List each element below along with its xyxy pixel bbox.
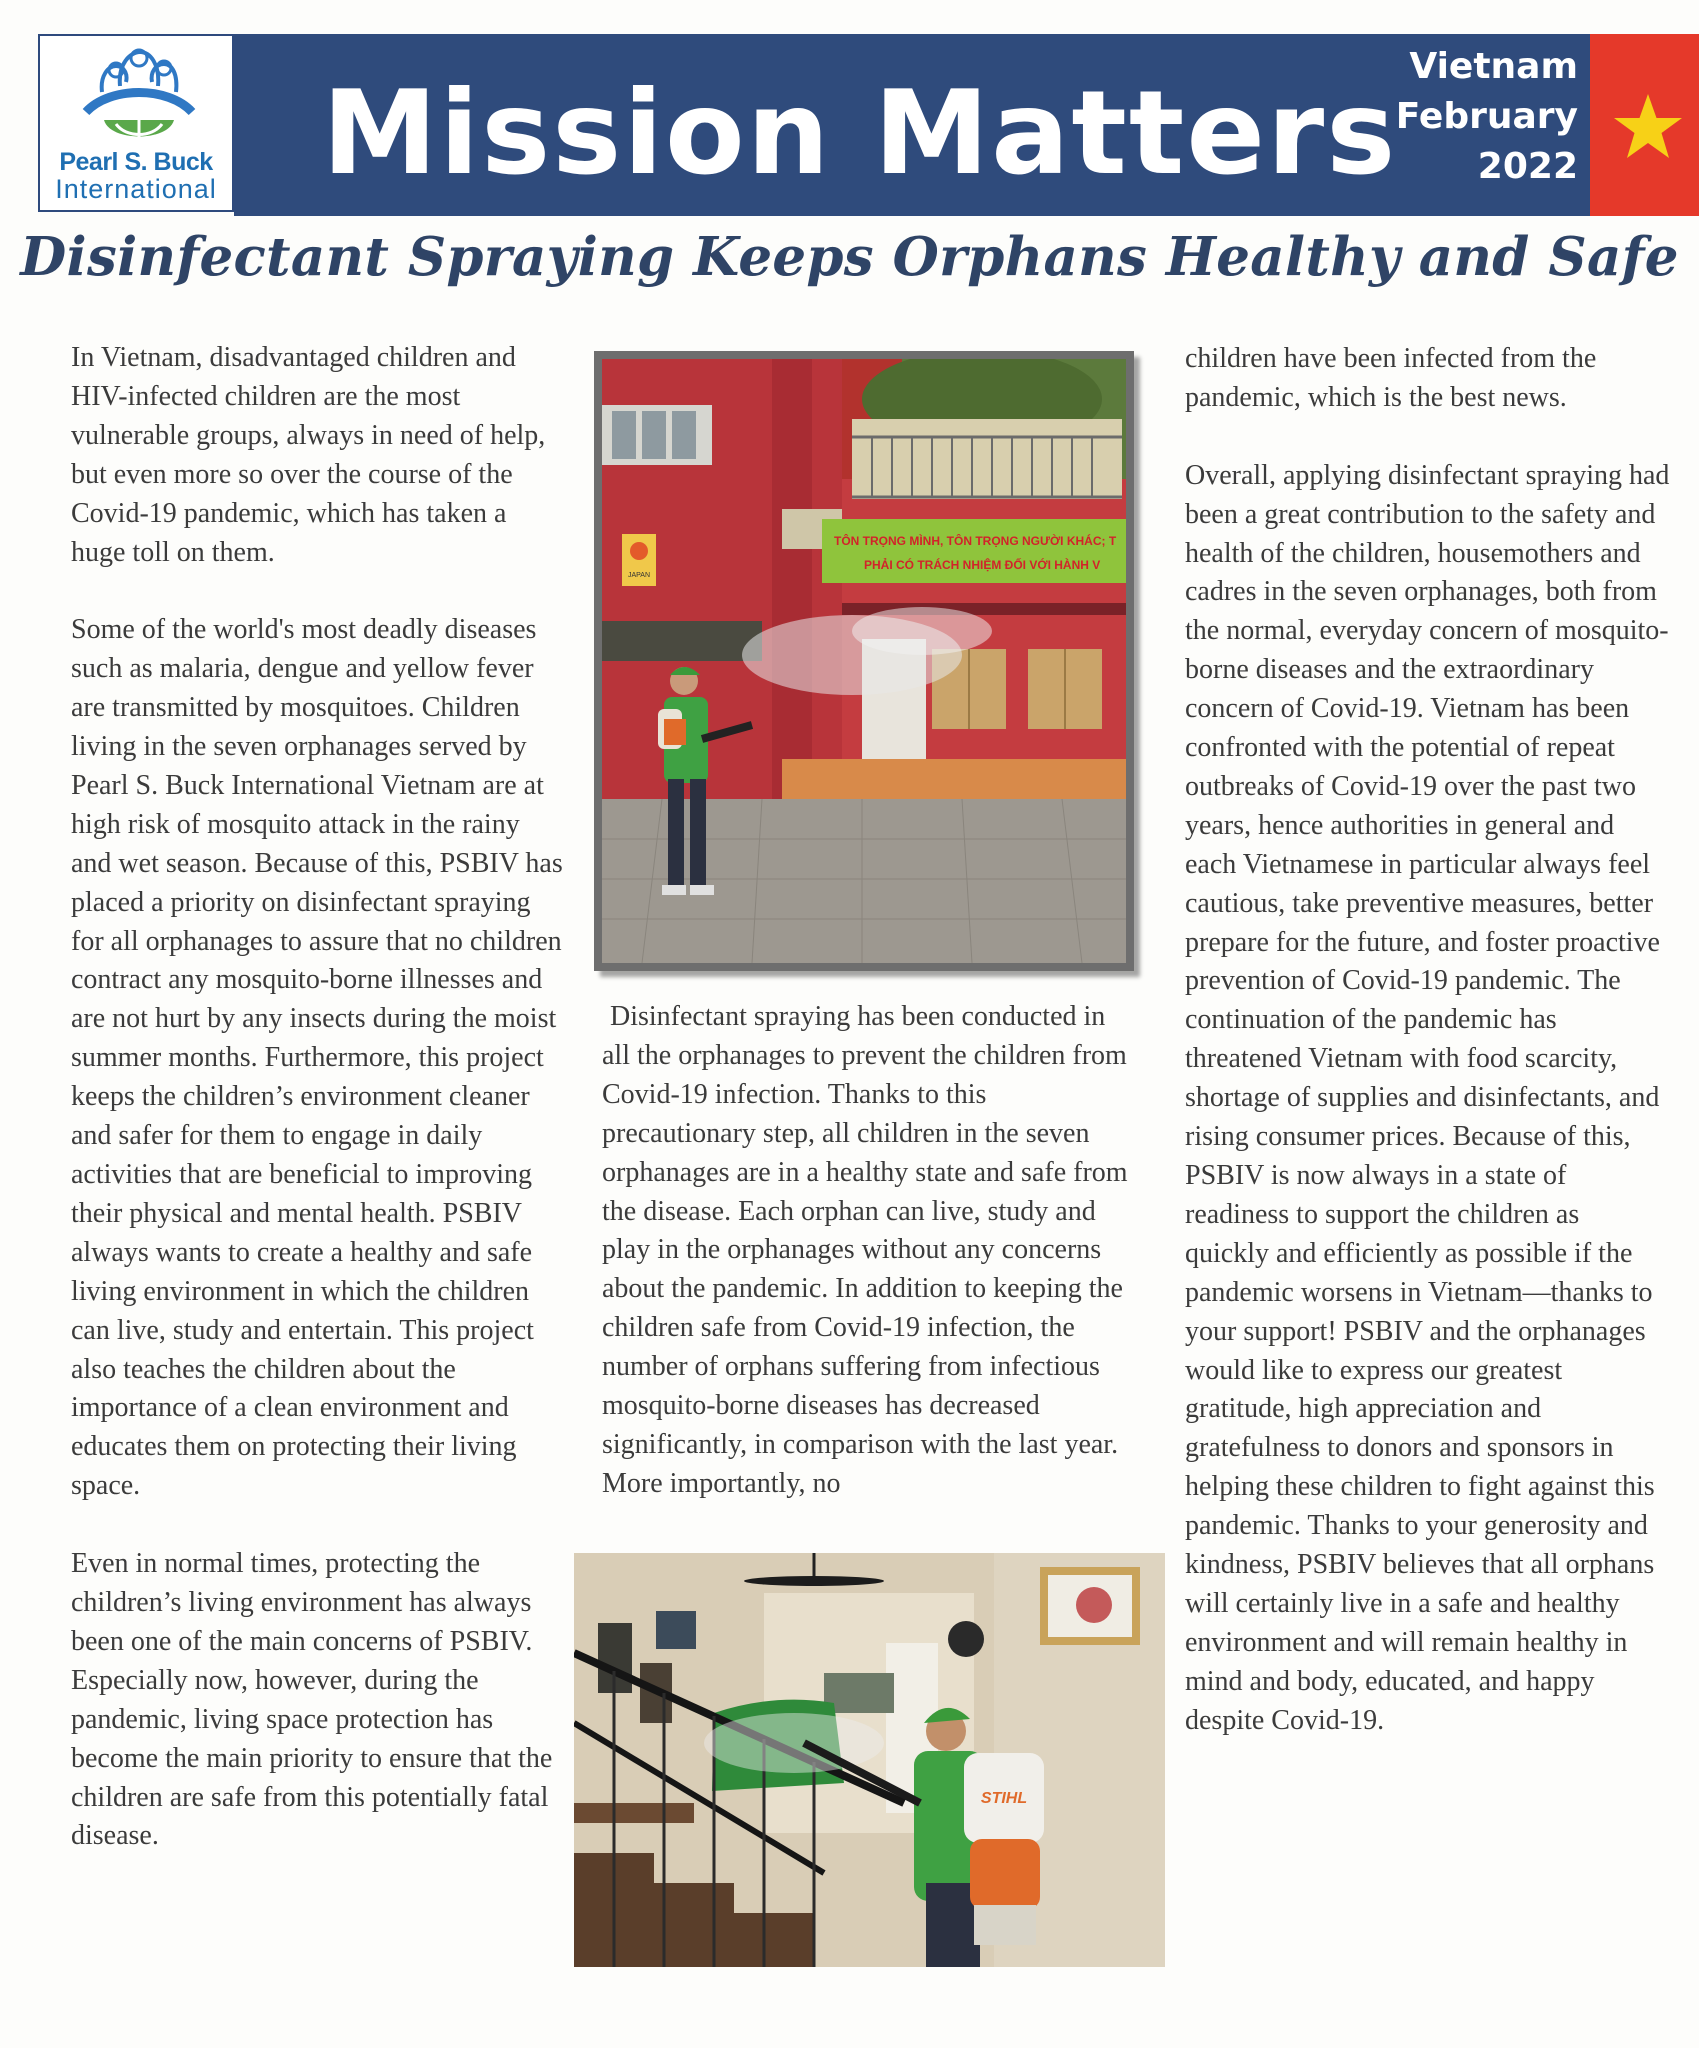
article-column-left xyxy=(71,339,566,1895)
banner-text-line1: TÔN TRỌNG MÌNH, TÔN TRỌNG NGƯỜI KHÁC; T xyxy=(834,534,1117,548)
logo-subtitle: International xyxy=(55,174,217,204)
paragraph: children have been infected from the pandemic, which is the best news. xyxy=(1185,343,1597,413)
paragraph: In Vietnam, disadvantaged children and HIV-infected children are the most vulnerable groups, always in need of help, but even more so over the course of the Covid-19 pandemic, which has taken a huge toll on them. xyxy=(71,342,546,568)
article-column-right xyxy=(1185,340,1670,1780)
logo xyxy=(38,34,234,212)
masthead xyxy=(38,34,1664,216)
paragraph: Some of the world's most deadly diseases such as malaria, dengue and yellow fever are transmitted by mosquitoes. Children living in the seven orphanages served by Pearl S. Buck International Vietnam are at high risk of mosquito attack in the rainy and wet season. Because of this, PSBIV has placed a priority on disinfectant spraying for all orphanages to assure that no children contract any mosquito-borne illnesses and are not hurt by any insects during the moist summer months. Furthermore, this project keeps the children’s environment cleaner and safer for them to engage in daily activities that are beneficial to improving their physical and mental health. PSBIV always wants to create a healthy and safe living environment in which the children can live, study and entertain. This project also teaches the children about the importance of a clean environment and educates them on protecting their living space. xyxy=(71,614,563,1502)
issue-month: February xyxy=(1395,96,1578,137)
logo-name: Pearl S. Buck xyxy=(59,148,213,176)
sign-label: JAPAN xyxy=(627,572,651,579)
issue-info xyxy=(1378,42,1578,192)
article-column-middle xyxy=(602,998,1132,1543)
star-icon xyxy=(1612,92,1684,162)
pearl-s-buck-logo-icon xyxy=(80,46,198,146)
sprayer-brand: STIHL xyxy=(980,1790,1028,1807)
paragraph: Overall, applying disinfectant spraying had been a great contribution to the safety and health of the children, housemothers and cadres in the seven orphanages, both from the normal, everyday concern of mosquito-borne diseases and the extraordinary concern of Covid-19. Vietnam has been confronted with the potential of repeat outbreaks of Covid-19 over the past two years, hence authorities in general and each Vietnamese in particular always feel cautious, take preventive measures, better prepare for the future, and foster proactive prevention of Covid-19 pandemic. The continuation of the pandemic has threatened Vietnam with food scarcity, shortage of supplies and disinfectants, and rising consumer prices. Because of this, PSBIV is now always in a state of readiness to support the children as quickly and efficiently as possible if the pandemic worsens in Vietnam—thanks to your support! PSBIV and the orphanages would like to express our greatest gratitude, high appreciation and gratefulness to donors and sponsors in helping these children to fight against this pandemic. Thanks to your generosity and kindness, PSBIV believes that all orphans will certainly live in a safe and healthy environment and will remain healthy in mind and body, educated, and happy despite Covid-19. xyxy=(1185,459,1670,1736)
issue-year: 2022 xyxy=(1477,146,1578,187)
issue-country: Vietnam xyxy=(1409,46,1578,87)
photo-outdoor-spraying xyxy=(594,351,1134,971)
article-headline: Disinfectant Spraying Keeps Orphans Healthy and Safe xyxy=(20,226,1679,288)
banner-text-line2: PHẢI CÓ TRÁCH NHIỆM ĐỐI VỚI HÀNH V xyxy=(864,558,1101,572)
paragraph: Even in normal times, protecting the children’s living environment has always been one of the main concerns of PSBIV. Especially now, however, during the pandemic, living space protection has become the main priority to ensure that the children are safe from this potentially fatal disease. xyxy=(71,1548,553,1852)
photo-indoor-spraying xyxy=(574,1553,1165,1967)
title-banner xyxy=(234,34,1590,216)
paragraph: Disinfectant spraying has been conducted in all the orphanages to prevent the children from Covid-19 infection. Thanks to this precautionary step, all children in the seven orphanages are in a healthy state and safe from the disease. Each orphan can live, study and play in the orphanages without any concerns about the pandemic. In addition to keeping the children safe from Covid-19 infection, the number of orphans suffering from infectious mosquito-borne diseases has decreased significantly, in comparison with the last year. More importantly, no xyxy=(602,1001,1128,1499)
newsletter-title: Mission Matters xyxy=(322,66,1398,201)
vietnam-flag xyxy=(1590,34,1699,216)
